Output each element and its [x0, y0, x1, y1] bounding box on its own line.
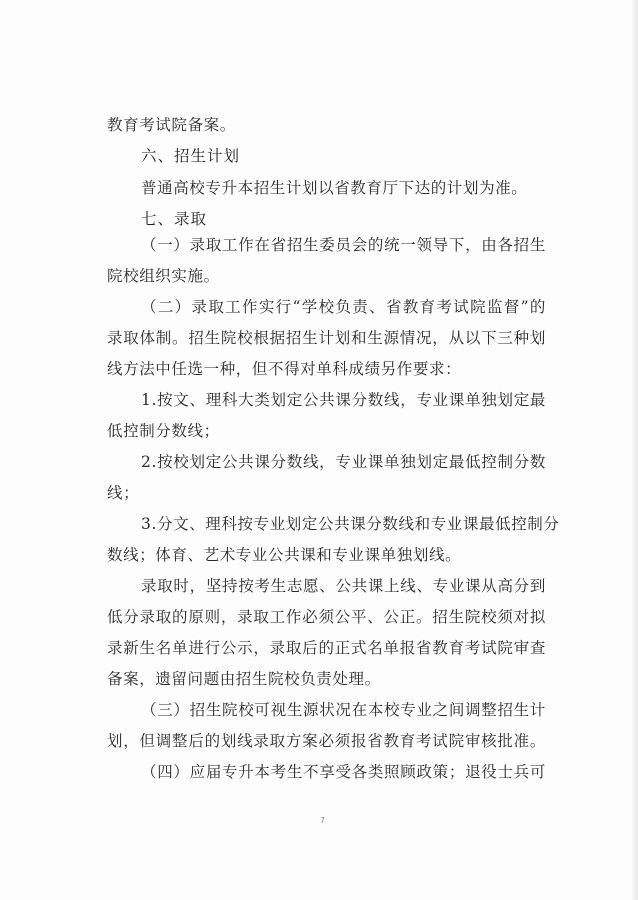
body-text-line: 2.按校划定公共课分数线，专业课单独划定最低控制分数: [141, 453, 546, 471]
section-heading: 七、录取: [141, 210, 208, 228]
body-text-line: （三）招生院校可视生源状况在本校专业之间调整招生计: [141, 701, 546, 719]
section-heading: 六、招生计划: [141, 147, 241, 165]
body-text-line: 录取时，坚持按考生志愿、公共课上线、专业课从高分到: [141, 577, 546, 595]
body-text-line: 普通高校专升本招生计划以省教育厅下达的计划为准。: [141, 179, 528, 197]
body-text-line: 线方法中任选一种，但不得对单科成绩另作要求：: [107, 360, 462, 378]
body-text-line: 录取体制。招生院校根据招生计划和生源情况，从以下三种划: [107, 329, 546, 347]
body-text-line: 3.分文、理科按专业划定公共课分数线和专业课最低控制分: [141, 515, 560, 533]
page-number: 7: [320, 816, 326, 825]
body-text-line: 数线；体育、艺术专业公共课和专业课单独划线。: [107, 546, 462, 564]
body-text-line: 低控制分数线；: [107, 422, 220, 440]
body-text-line: 线；: [107, 484, 140, 502]
body-text-line: 院校组织实施。: [107, 267, 220, 285]
body-text-line: （一）录取工作在省招生委员会的统一领导下，由各招生: [141, 236, 546, 254]
body-text-line: （二）录取工作实行“学校负责、省教育考试院监督”的: [141, 298, 546, 316]
body-text-line: 备案，遗留问题由招生院校负责处理。: [107, 670, 381, 688]
scan-edge-shadow: [632, 0, 638, 900]
body-text-line: 录新生名单进行公示，录取后的正式名单报省教育考试院审查: [107, 639, 546, 657]
body-text-line: 划，但调整后的划线录取方案必须报省教育考试院审核批准。: [107, 732, 546, 750]
body-text-line: 教育考试院备案。: [107, 116, 236, 134]
body-text-line: 1.按文、理科大类划定公共课分数线，专业课单独划定最: [141, 391, 546, 409]
body-text-line: （四）应届专升本考生不享受各类照顾政策；退役士兵可: [141, 763, 546, 781]
body-text-line: 低分录取的原则，录取工作必须公平、公正。招生院校须对拟: [107, 608, 546, 626]
